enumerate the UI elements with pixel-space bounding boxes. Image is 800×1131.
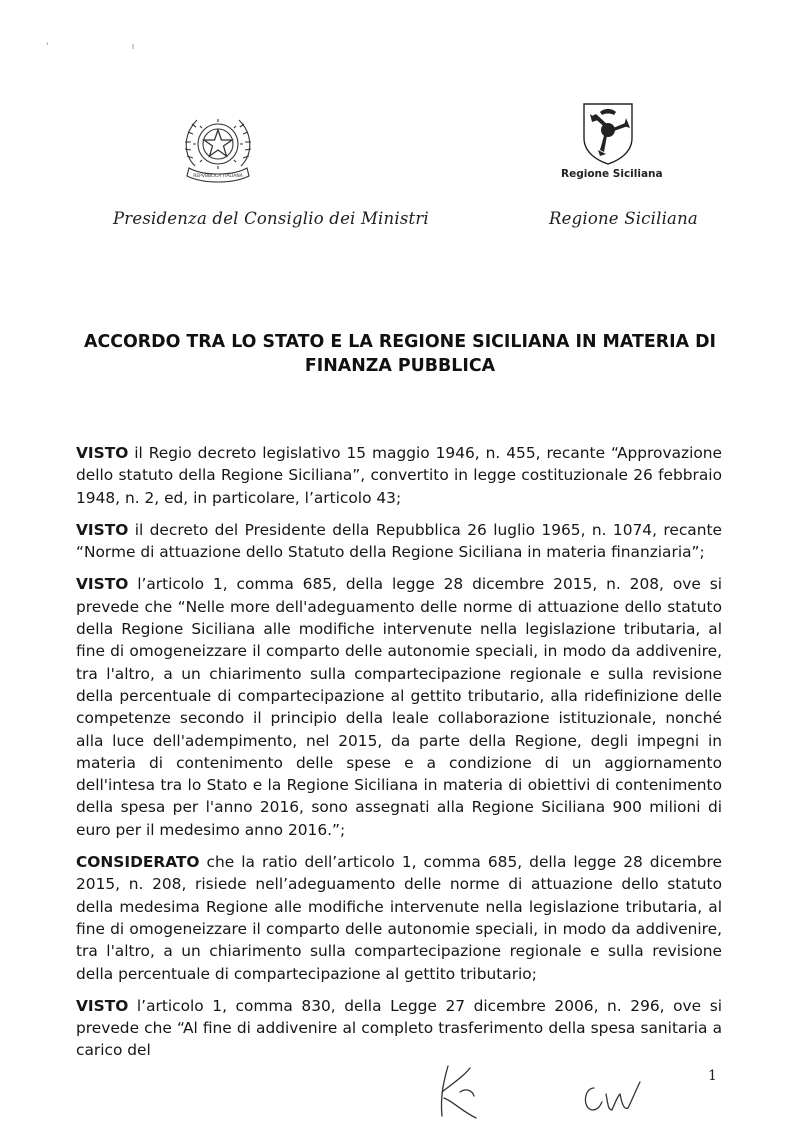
paragraph-lead: VISTO bbox=[76, 575, 129, 594]
document-title bbox=[80, 330, 720, 378]
paragraph bbox=[76, 442, 722, 509]
region-label: Regione Siciliana bbox=[561, 168, 663, 180]
paragraph-lead: VISTO bbox=[76, 996, 129, 1015]
handwritten-initials bbox=[578, 1070, 658, 1120]
paragraph bbox=[76, 519, 722, 564]
paragraph-text: il decreto del Presidente della Repubblica 26 luglio 1965, n. 1074, recante “Norme di attuazione dello Statuto della Regione Siciliana in materia finanziaria”; bbox=[76, 520, 722, 562]
page-number: 1 bbox=[708, 1068, 717, 1084]
presidency-caption: Presidenza del Consiglio dei Ministri bbox=[113, 209, 429, 228]
scan-marks: ‘ ı bbox=[46, 42, 175, 52]
paragraph-lead: CONSIDERATO bbox=[76, 853, 200, 872]
document-body bbox=[76, 442, 722, 1072]
italian-republic-emblem-icon bbox=[175, 106, 261, 190]
region-caption: Regione Siciliana bbox=[549, 209, 698, 228]
paragraph bbox=[76, 995, 722, 1062]
sicilian-region-trinacria-icon bbox=[578, 98, 638, 166]
paragraph bbox=[76, 573, 722, 841]
paragraph-text: l’articolo 1, comma 685, della legge 28 dicembre 2015, n. 208, ove si prevede che “Nelle more dell'adeguamento delle norme di attuazione dello statuto della Regione Siciliana alle modifiche intervenute nella legislazione tributaria, al fine di omogeneizzare il comparto delle autonomie speciali, in modo da addivenire, tra l'altro, a un chiarimento sulla compartecipazione regionale e sulla revisione della percentuale di compartecipazione al gettito tributario, alla ridefinizione delle competenze secondo il principio della leale collaborazione istituzionale, nonché alla luce dell'adempimento, nel 2015, da parte della Regione, degli impegni in materia di contenimento delle spese e a condizione di un aggiornamento dell'intesa tra lo Stato e la Regione Siciliana in materia di obiettivi di contenimento della spesa per l'anno 2016, sono assegnati alla Regione Siciliana 900 milioni di euro per il medesimo anno 2016.”; bbox=[76, 575, 722, 839]
handwritten-signature bbox=[430, 1062, 500, 1122]
paragraph-text: che la ratio dell’articolo 1, comma 685, della legge 28 dicembre 2015, n. 208, risiede nell’adeguamento delle norme di attuazione dello statuto della medesima Regione alle modifiche intervenute nella legislazione tributaria, al fine di omogeneizzare il comparto delle autonomie speciali, in modo da addivenire, tra l'altro, a un chiarimento sulla compartecipazione regionale e sulla revisione della percentuale di compartecipazione al gettito tributario; bbox=[76, 853, 722, 983]
paragraph-text: il Regio decreto legislativo 15 maggio 1946, n. 455, recante “Approvazione dello statuto della Regione Siciliana”, convertito in legge costituzionale 26 febbraio 1948, n. 2, ed, in particolare, l’articolo 43; bbox=[76, 444, 722, 507]
paragraph bbox=[76, 851, 722, 985]
svg-text:REPVBBLICA ITALIANA: REPVBBLICA ITALIANA bbox=[193, 174, 243, 179]
paragraph-lead: VISTO bbox=[76, 520, 129, 539]
paragraph-lead: VISTO bbox=[76, 444, 129, 462]
title-line-1: ACCORDO TRA LO STATO E LA REGIONE SICILIANA IN MATERIA DI bbox=[84, 332, 716, 352]
title-line-2: FINANZA PUBBLICA bbox=[304, 356, 496, 376]
paragraph-text: l’articolo 1, comma 830, della Legge 27 dicembre 2006, n. 296, ove si prevede che “Al fine di addivenire al completo trasferimento della spesa sanitaria a carico del bbox=[76, 996, 722, 1060]
